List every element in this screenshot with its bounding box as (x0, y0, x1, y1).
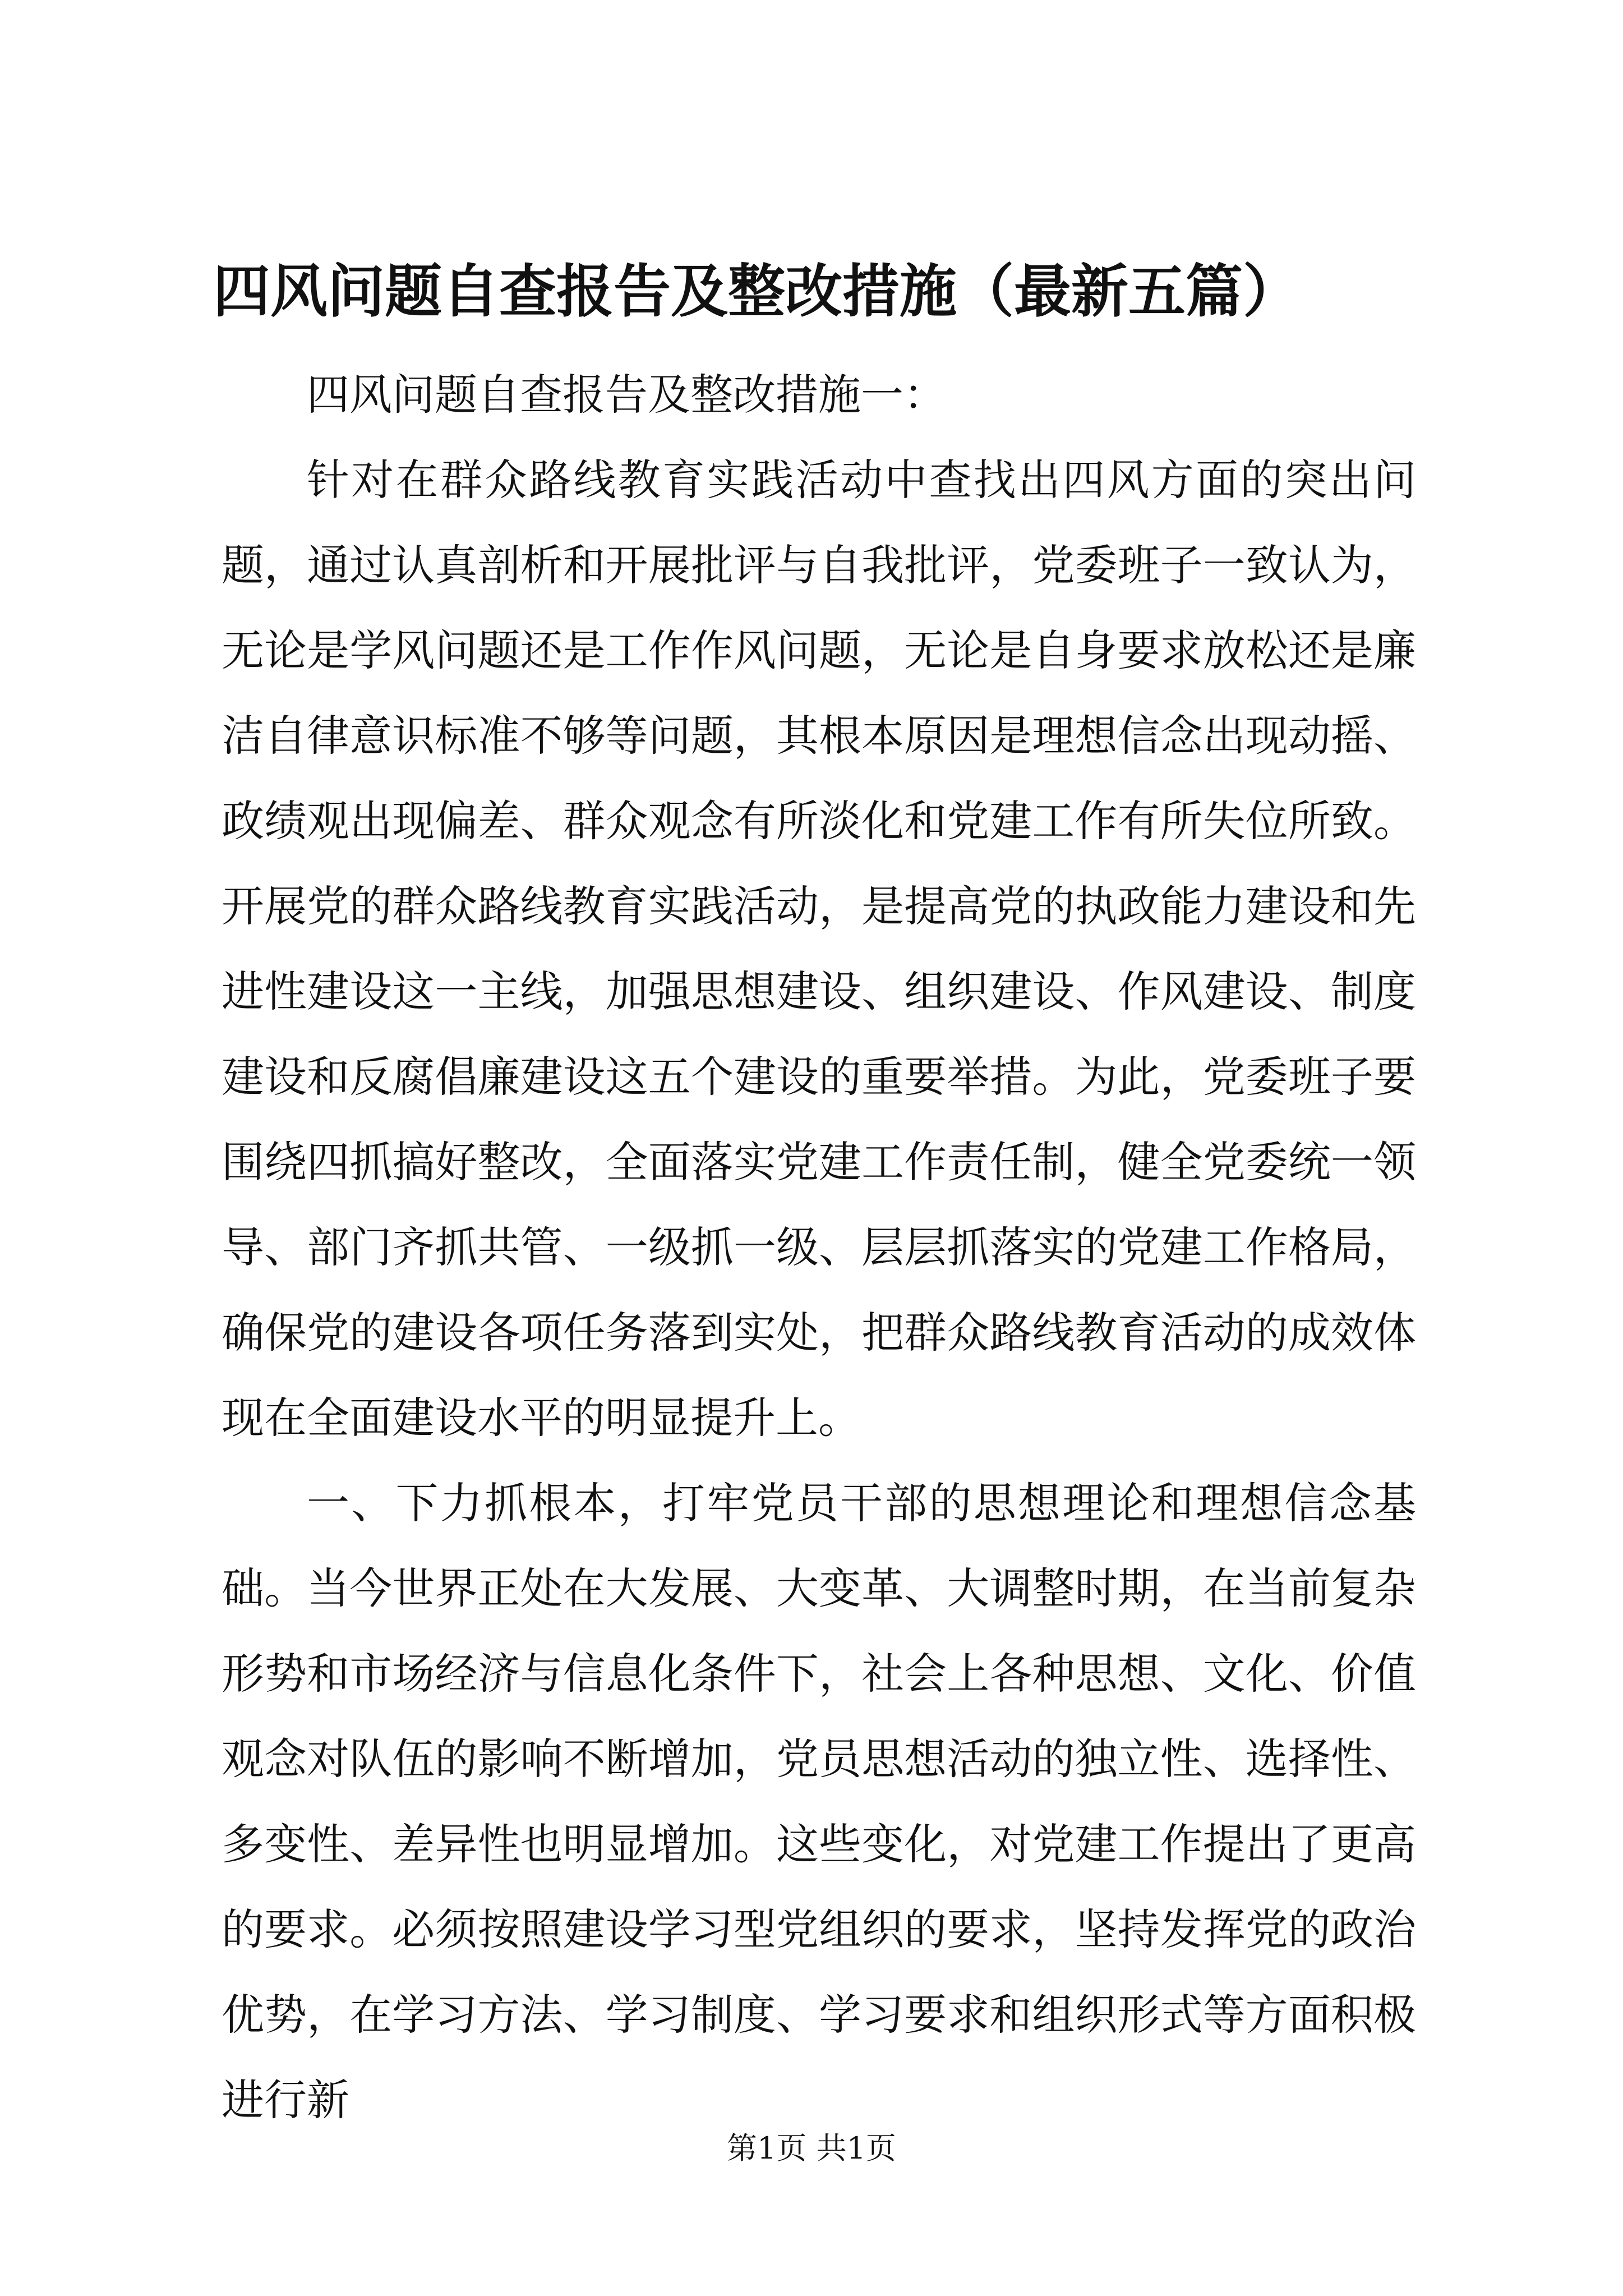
document-body (222, 352, 1416, 2143)
document-title: 四风问题自查报告及整改措施（最新五篇） (213, 258, 1300, 325)
page-number: 第1页 共1页 (727, 2131, 896, 2166)
page-footer (0, 2129, 1623, 2168)
body-paragraph: 一、下力抓根本，打牢党员干部的思想理论和理想信念基础。当今世界正处在大发展、大变革、大调整时期，在当前复杂形势和市场经济与信息化条件下，社会上各种思想、文化、价值观念对队伍的影响不断增加，党员思想活动的独立性、选择性、多变性、差异性也明显增加。这些变化，对党建工作提出了更高的要求。必须按照建设学习型党组织的要求，坚持发挥党的政治优势，在学习方法、学习制度、学习要求和组织形式等方面积极进行新 (222, 1478, 1416, 2125)
section-heading-paragraph: 四风问题自查报告及整改措施一： (307, 370, 946, 420)
body-paragraph: 针对在群众路线教育实践活动中查找出四风方面的突出问题，通过认真剖析和开展批评与自我批评，党委班子一致认为，无论是学风问题还是工作作风问题，无论是自身要求放松还是廉洁自律意识标准不够等问题，其根本原因是理想信念出现动摇、政绩观出现偏差、群众观念有所淡化和党建工作有所失位所致。开展党的群众路线教育实践活动，是提高党的执政能力建设和先进性建设这一主线，加强思想建设、组织建设、作风建设、制度建设和反腐倡廉建设这五个建设的重要举措。为此，党委班子要围绕四抓搞好整改，全面落实党建工作责任制，健全党委统一领导、部门齐抓共管、一级抓一级、层层抓落实的党建工作格局，确保党的建设各项任务落到实处，把群众路线教育活动的成效体现在全面建设水平的明显提升上。 (222, 455, 1416, 1443)
